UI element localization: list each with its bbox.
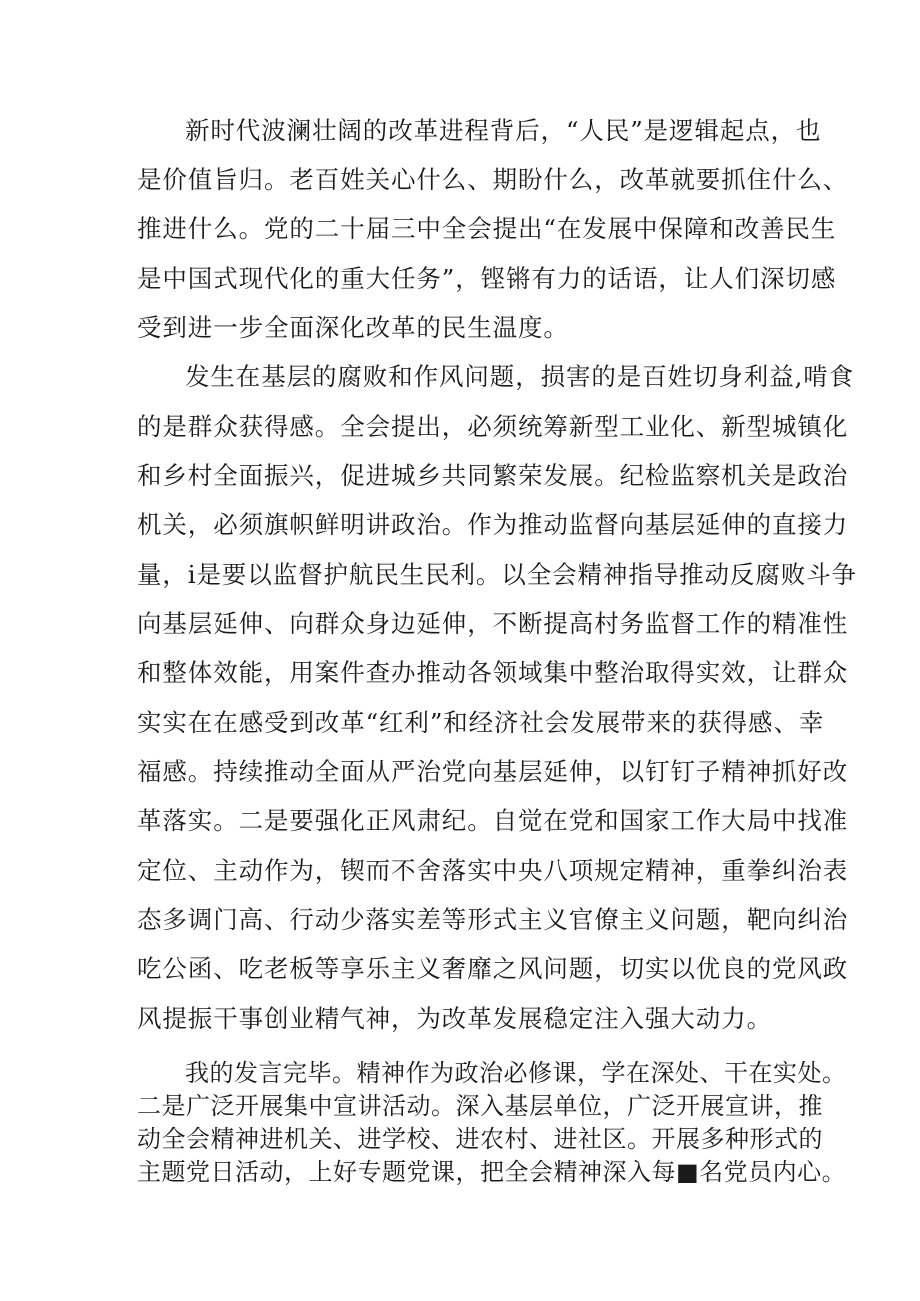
text-line: 实实在在感受到改革“红利”和经济社会发展带来的获得感、幸: [137, 708, 825, 737]
text-line: 向基层延伸、向群众身边延伸，不断提高村务监督工作的精准性: [137, 609, 849, 638]
text-line: 吃公函、吃老板等享乐主义奢靡之风问题，切实以优良的党风政: [137, 954, 849, 983]
text-line: 受到进一步全面深化改革的民生温度。: [137, 313, 569, 342]
text-line: 主题党日活动，上好专题党课，把全会精神深入每■名党员内心。: [137, 1158, 847, 1186]
text-line: 量，i是要以监督护航民生民利。以全会精神指导推动反腐败斗争: [137, 560, 857, 589]
text-line: 新时代波澜壮阔的改革进程背后，“人民”是逻辑起点，也: [185, 116, 822, 145]
text-line: 和乡村全面振兴，促进城乡共同繁荣发展。纪检监察机关是政治: [137, 461, 849, 490]
text-line: 福感。持续推动全面从严治党向基层延伸，以钉钉子精神抓好改: [137, 757, 849, 786]
text-line: 和整体效能，用案件查办推动各领域集中整治取得实效，让群众: [137, 658, 849, 687]
text-line: 我的发言完毕。精神作为政治必修课，学在深处、干在实处。: [185, 1059, 847, 1087]
text-line: 革落实。二是要强化正风肃纪。自觉在党和国家工作大局中找准: [137, 806, 849, 835]
text-line: 动全会精神进机关、进学校、进农村、进社区。开展多种形式的: [137, 1125, 823, 1153]
text-line: 机关，必须旗帜鲜明讲政治。作为推动监督向基层延伸的直接力: [137, 510, 849, 539]
text-line: 的是群众获得感。全会提出，必须统筹新型工业化、新型城镇化: [137, 412, 849, 441]
text-line: 是中国式现代化的重大任务”，铿锵有力的话语，让人们深切感: [137, 264, 837, 293]
text-line: 发生在基层的腐败和作风问题，损害的是百姓切身利益,啃食: [185, 362, 855, 391]
text-line: 态多调门高、行动少落实差等形式主义官僚主义问题，靶向纠治: [137, 905, 849, 934]
text-line: 风提振干事创业精气神，为改革发展稳定注入强大动力。: [137, 1004, 772, 1033]
text-line: 是价值旨归。老百姓关心什么、期盼什么，改革就要抓住什么、: [137, 165, 849, 194]
text-line: 定位、主动作为，锲而不舍落实中央八项规定精神，重拳纠治表: [137, 856, 849, 885]
text-line: 推进什么。党的二十届三中全会提出“在发展中保障和改善民生: [137, 214, 837, 243]
text-line: 二是广泛开展集中宣讲活动。深入基层单位，广泛开展宣讲，推: [137, 1092, 823, 1120]
